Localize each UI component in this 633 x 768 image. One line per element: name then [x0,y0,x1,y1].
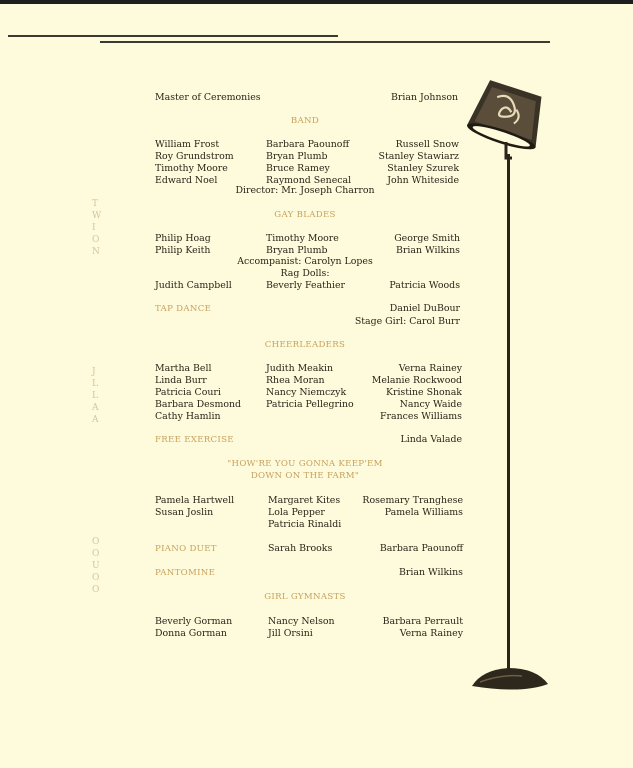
piano-duet-name2: Barbara Paounoff [379,543,463,554]
list-item: Timothy Moore [266,233,339,244]
list-item: Timothy Moore [155,163,228,174]
section-heading-pantomine: PANTOMINE [155,568,216,578]
rag-dolls-col3: Patricia Woods [389,280,460,291]
girl-gymnasts-col1 [155,616,232,640]
list-item: William Frost [155,139,220,150]
band-col1 [155,139,234,187]
list-item: Edward Noel [155,175,218,186]
decorative-rule-right [100,41,550,43]
list-item: Bruce Ramey [266,163,330,174]
section-heading-band: BAND [290,116,320,126]
section-heading-farm-line1: "HOW'RE YOU GONNA KEEP'EM [227,459,383,469]
free-exercise-name: Linda Valade [400,434,462,445]
cheerleaders-col3 [340,363,462,423]
piano-duet-name1: Sarah Brooks [268,543,333,554]
list-item: Stanley Stawiarz [378,151,459,162]
margin-ghost-letters: J L L A A [92,367,99,425]
list-item: Verna Rainey [399,628,463,639]
list-item: Roy Grundstrom [155,151,234,162]
pantomine-name: Brian Wilkins [399,567,463,578]
list-item: Beverly Gorman [155,616,233,627]
list-item: Barbara Desmond [155,399,242,410]
list-item: Linda Burr [155,375,207,386]
farm-col3 [340,495,463,519]
tap-dance-stage-girl: Stage Girl: Carol Burr [354,316,460,327]
list-item: Russell Snow [395,139,459,150]
decorative-rule-left [8,35,338,37]
band-col2 [266,139,351,187]
section-heading-farm-line2: DOWN ON THE FARM" [250,471,360,481]
rag-dolls-col2: Beverly Feathier [266,280,346,291]
list-item: Stanley Szurek [387,163,459,174]
section-heading-cheerleaders: CHEERLEADERS [264,340,346,350]
spotlight-lamp-illustration [462,68,562,708]
list-item: Rosemary Tranghese [362,495,463,506]
rag-dolls-col1: Judith Campbell [155,280,232,291]
list-item: Verna Rainey [398,363,462,374]
list-item: Nancy Niemczyk [266,387,347,398]
margin-ghost-letters: O O U O O [92,537,100,595]
list-item: Jill Orsini [268,628,313,639]
list-item: Bryan Plumb [266,245,328,256]
list-item: Susan Joslin [155,507,214,518]
list-item: Pamela Williams [384,507,463,518]
list-item: Martha Bell [155,363,212,374]
gay-blades-accompanist: Accompanist: Carolyn Lopes [237,256,373,267]
list-item: Frances Williams [380,411,462,422]
gay-blades-col1 [155,233,211,257]
girl-gymnasts-col2 [268,616,335,640]
list-item: Kristine Shonak [385,387,462,398]
list-item: Lola Pepper [268,507,325,518]
list-item: Brian Wilkins [396,245,460,256]
top-edge-bar [0,0,633,4]
list-item: Raymond Senecal [266,175,352,186]
farm-col2 [268,495,341,531]
list-item: Philip Hoag [155,233,211,244]
girl-gymnasts-col3 [340,616,463,640]
list-item: Bryan Plumb [266,151,328,162]
mc-label: Master of Ceremonies [155,92,261,103]
farm-col1 [155,495,234,519]
mc-name: Brian Johnson [391,92,458,103]
section-heading-piano-duet: PIANO DUET [155,544,217,554]
list-item: John Whiteside [387,175,459,186]
gay-blades-col2 [266,233,339,257]
tap-dance-name: Daniel DuBour [389,303,460,314]
list-item: Melanie Rockwood [371,375,462,386]
rag-dolls-label: Rag Dolls: [280,268,330,279]
list-item: Cathy Hamlin [155,411,221,422]
band-director: Director: Mr. Joseph Charron [235,185,375,196]
list-item: George Smith [394,233,460,244]
list-item: Patricia Rinaldi [268,519,342,530]
list-item: Philip Keith [155,245,211,256]
list-item: Pamela Hartwell [155,495,235,506]
cheerleaders-col1 [155,363,241,423]
list-item: Margaret Kites [268,495,341,506]
section-heading-free-exercise: FREE EXERCISE [155,435,234,445]
section-heading-gay-blades: GAY BLADES [274,210,336,220]
section-heading-girl-gymnasts: GIRL GYMNASTS [264,592,346,602]
section-heading-tap-dance: TAP DANCE [155,304,212,314]
band-col3 [340,139,459,187]
list-item: Patricia Couri [155,387,221,398]
list-item: Rhea Moran [266,375,325,386]
list-item: Judith Meakin [266,363,334,374]
list-item: Barbara Perrault [382,616,463,627]
margin-ghost-letters: T W I O N [92,199,102,257]
list-item: Barbara Paounoff [266,139,350,150]
list-item: Patricia Pellegrino [266,399,354,410]
gay-blades-col3 [340,233,460,257]
list-item: Nancy Waide [399,399,462,410]
list-item: Nancy Nelson [268,616,335,627]
list-item: Donna Gorman [155,628,227,639]
